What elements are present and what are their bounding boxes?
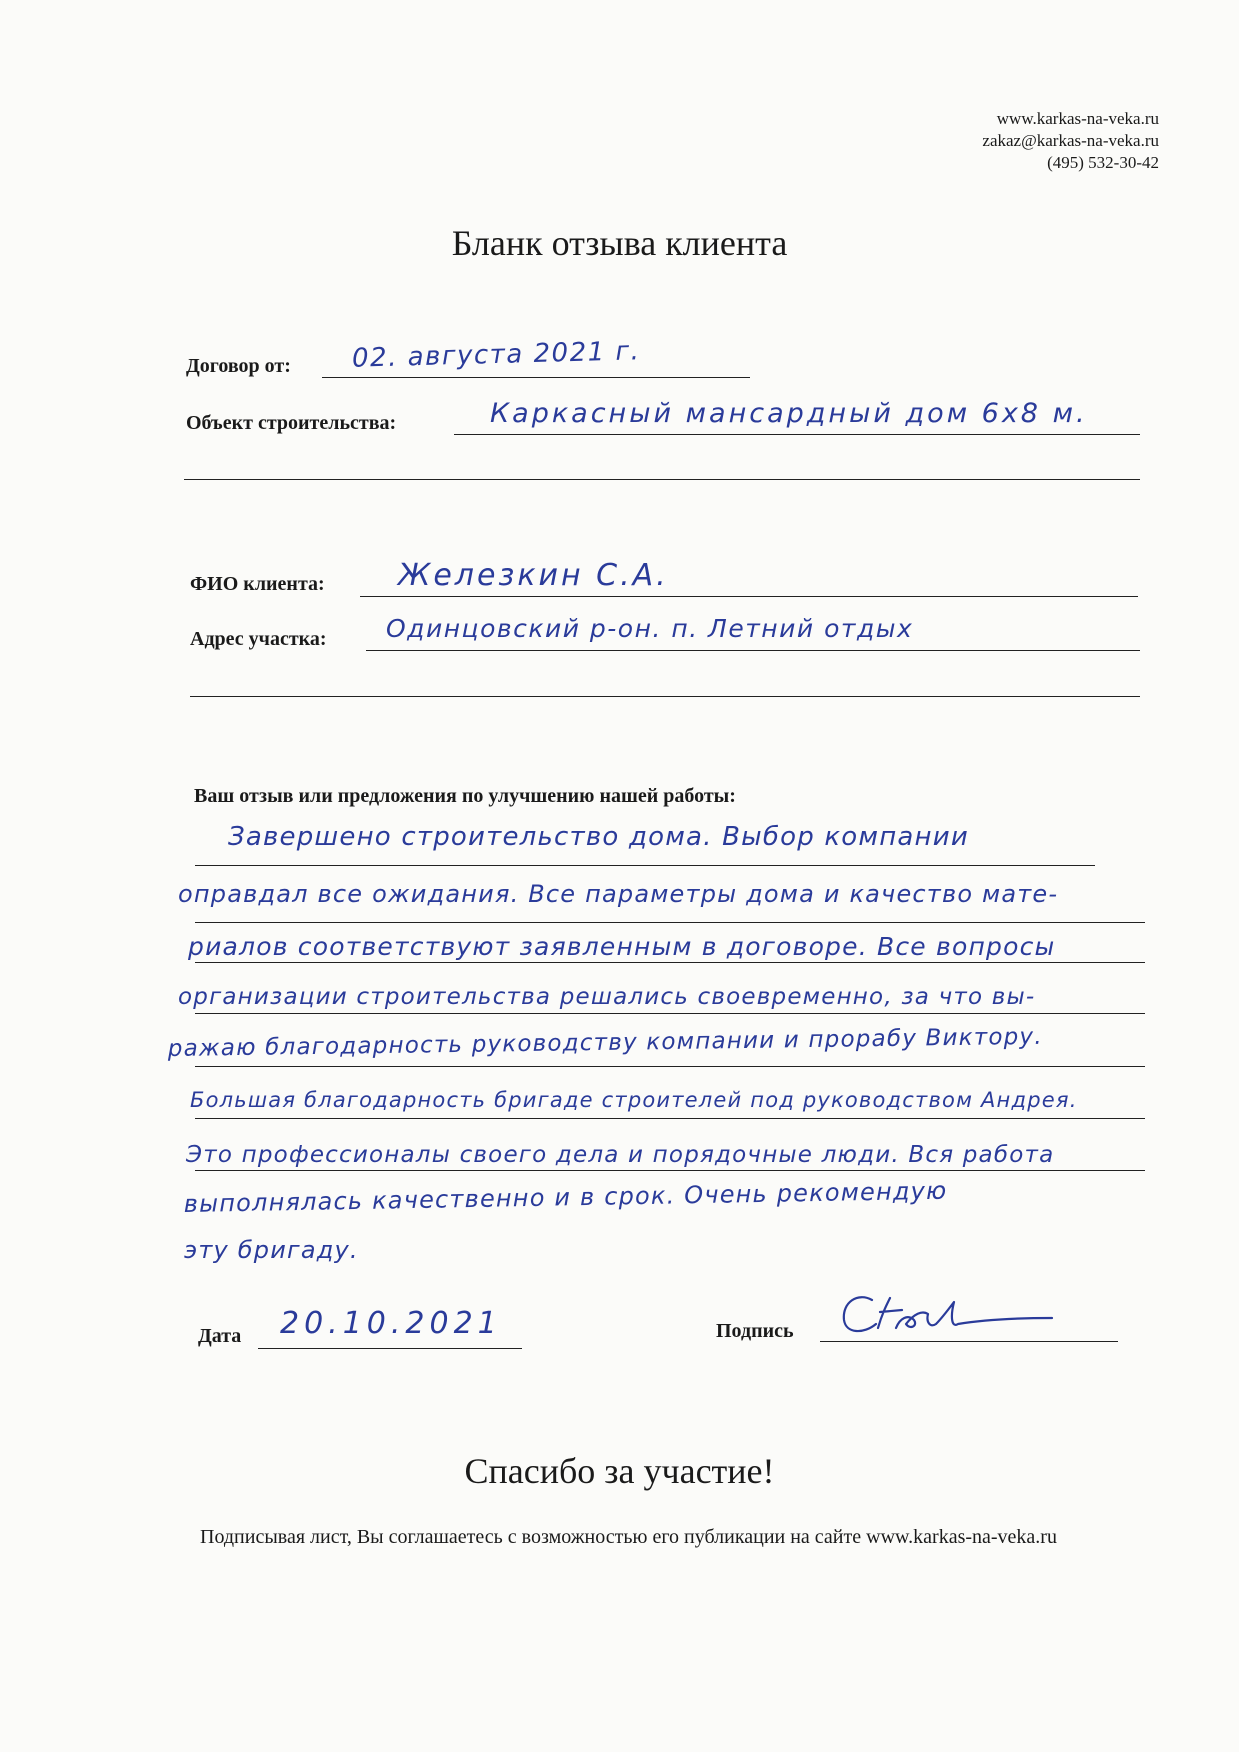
thanks-text: Спасибо за участие! [464, 1451, 775, 1491]
object-value: Каркасный мансардный дом 6х8 м. [490, 398, 1088, 429]
review-underline-1 [195, 865, 1095, 866]
address-underline [366, 650, 1140, 651]
date-label: Дата [198, 1325, 242, 1347]
phone-text: (495) 532-30-42 [1047, 153, 1159, 172]
consent-text: Подписывая лист, Вы соглашаетесь с возможностью его публикации на сайте www.karkas-na-veka.ru [200, 1526, 1057, 1548]
review-label: Ваш отзыв или предложения по улучшению нашей работы: [194, 785, 736, 807]
review-underline-2 [195, 922, 1145, 923]
client-value: Железкин С.А. [398, 558, 669, 593]
review-line-8: выполнялась качественно и в срок. Очень рекомендую [183, 1176, 948, 1218]
review-underline-5 [195, 1066, 1145, 1067]
review-underline-6 [195, 1118, 1145, 1119]
contract-label: Договор от: [186, 355, 291, 377]
client-label: ФИО клиента: [190, 573, 325, 595]
review-line-4: организации строительства решались своевременно, за что вы- [178, 984, 1036, 1010]
website-text: www.karkas-na-veka.ru [996, 109, 1159, 128]
object-label: Объект строительства: [186, 412, 397, 434]
object-extra-underline [184, 479, 1140, 480]
review-line-1: Завершено строительство дома. Выбор компании [228, 822, 969, 852]
date-underline [258, 1348, 522, 1349]
review-line-3: риалов соответствуют заявленным в договоре. Все вопросы [188, 932, 1056, 961]
address-extra-underline [190, 696, 1140, 697]
signature-mark [830, 1288, 1060, 1344]
review-underline-4 [195, 1013, 1145, 1014]
address-value: Одинцовский р-он. п. Летний отдых [386, 614, 914, 643]
signature-label: Подпись [716, 1320, 794, 1342]
review-underline-7 [195, 1170, 1145, 1171]
form-title: Бланк отзыва клиента [451, 223, 788, 263]
review-line-7: Это профессионалы своего дела и порядочные люди. Вся работа [186, 1142, 1055, 1168]
contact-block [982, 108, 1159, 174]
contract-value: 02. августа 2021 г. [351, 336, 641, 374]
contract-underline [322, 377, 750, 378]
review-line-2: оправдал все ожидания. Все параметры дома и качество мате- [178, 880, 1059, 908]
review-line-6: Большая благодарность бригаде строителей под руководством Андрея. [190, 1088, 1078, 1112]
review-line-5: ражаю благодарность руководству компании и прорабу Виктору. [167, 1023, 1043, 1062]
review-line-9: эту бригаду. [184, 1236, 359, 1264]
address-label: Адрес участка: [190, 628, 327, 650]
date-value: 20.10.2021 [280, 1306, 502, 1341]
review-underline-3 [195, 962, 1145, 963]
email-text: zakaz@karkas-na-veka.ru [982, 131, 1159, 150]
object-underline [454, 434, 1140, 435]
client-underline [360, 596, 1138, 597]
